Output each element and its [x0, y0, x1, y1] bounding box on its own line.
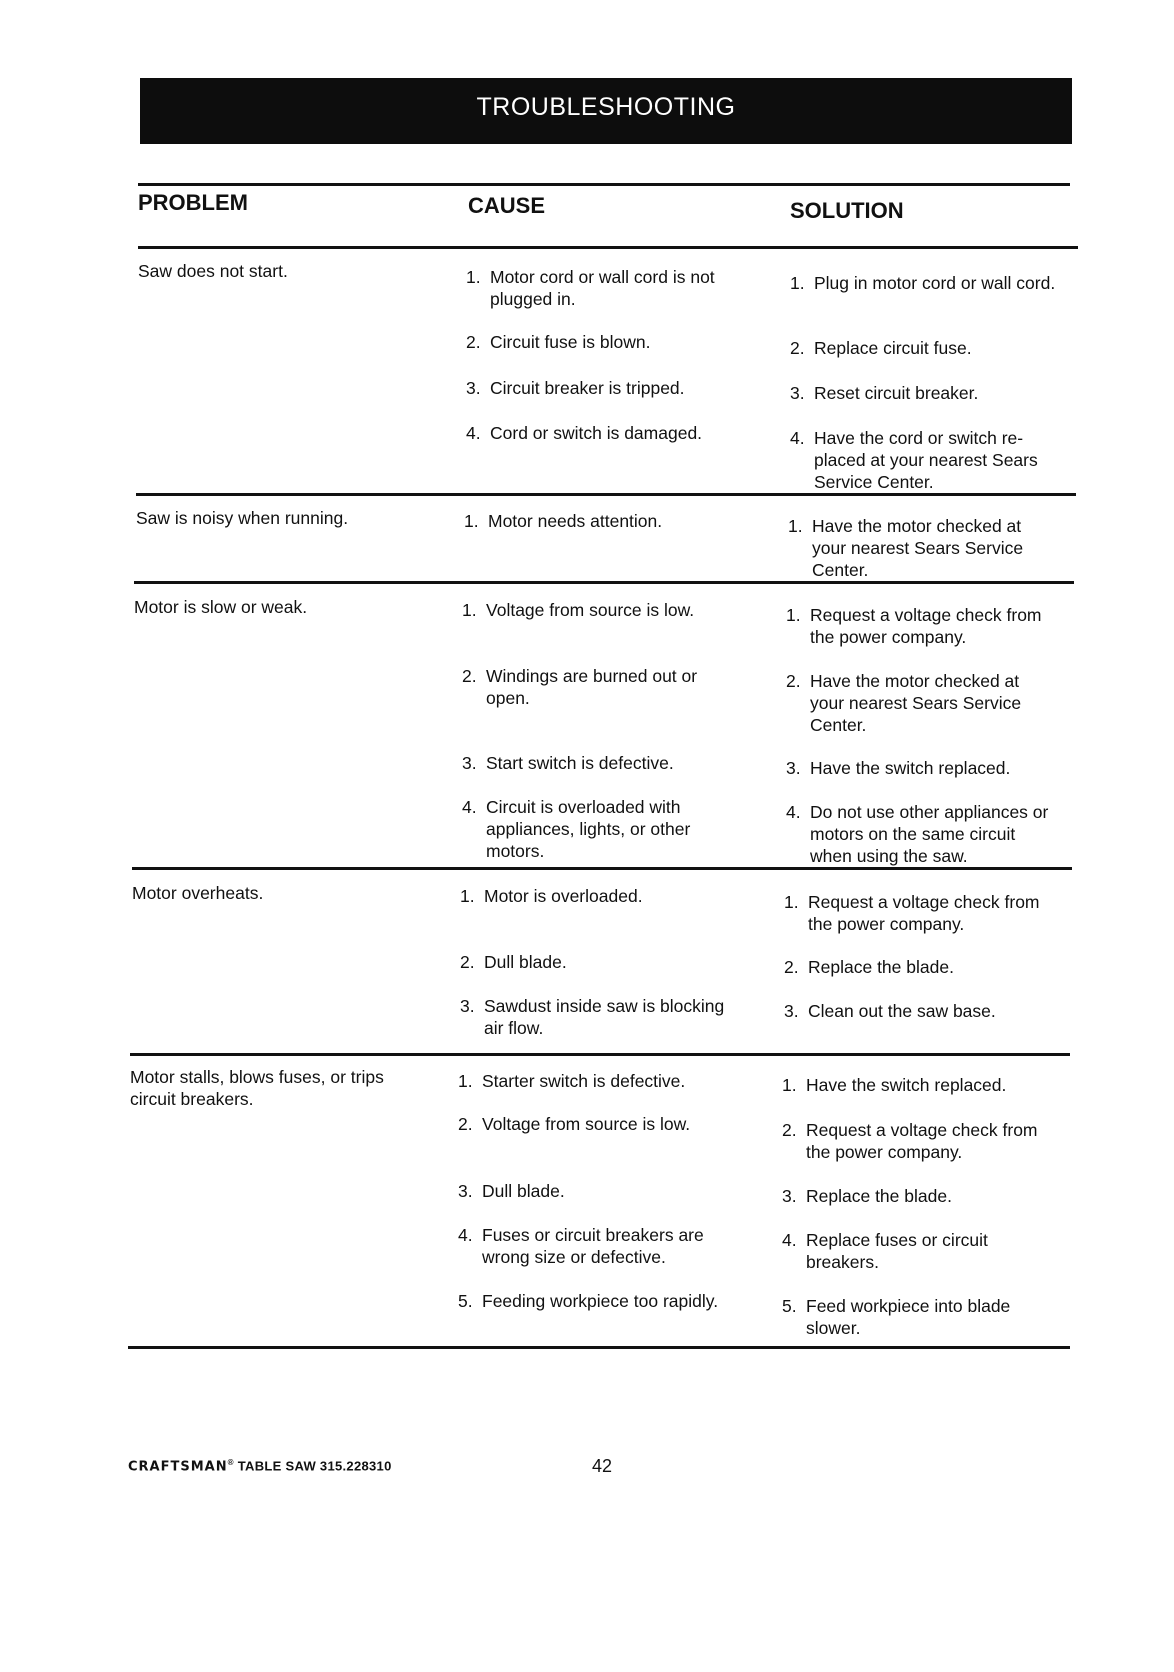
- page-title-banner: [140, 78, 1072, 144]
- cause-item: 1. Motor needs attention.: [464, 511, 663, 531]
- problem-text: Motor overheats.: [132, 883, 264, 903]
- cause-item: 1. Motor cord or wall cord is not plugged in.: [466, 267, 715, 309]
- solution-item: 3. Clean out the saw base.: [784, 1001, 996, 1021]
- solution-item: 1. Request a voltage check from the power company.: [786, 605, 1042, 647]
- problem-text: Motor is slow or weak.: [134, 597, 308, 617]
- solution-item: 1. Have the switch replaced.: [782, 1075, 1007, 1095]
- cause-item: 4. Fuses or circuit breakers are wrong size or defective.: [458, 1225, 704, 1267]
- cause-item: 2. Dull blade.: [460, 952, 567, 972]
- solution-item: 1. Request a voltage check from the power company.: [784, 892, 1040, 934]
- cause-item: 2. Windings are burned out or open.: [462, 666, 698, 708]
- cause-item: 2. Voltage from source is low.: [458, 1114, 691, 1134]
- solution-item: 4. Do not use other appliances or motors on the same circuit when using the saw.: [786, 802, 1049, 866]
- cause-item: 3. Sawdust inside saw is blocking air flow.: [460, 996, 725, 1038]
- solution-item: 2. Have the motor checked at your nearest Sears Service Center.: [786, 671, 1022, 735]
- solution-item: 3. Have the switch replaced.: [786, 758, 1011, 778]
- cause-item: 2. Circuit fuse is blown.: [466, 332, 651, 352]
- solution-item: 5. Feed workpiece into blade slower.: [782, 1296, 1011, 1338]
- solution-item: 4. Have the cord or switch re- placed at your nearest Sears Service Center.: [790, 428, 1038, 492]
- cause-item: 1. Motor is overloaded.: [460, 886, 643, 906]
- header-top-rule: [138, 183, 1070, 186]
- cause-item: 4. Cord or switch is damaged.: [466, 423, 703, 443]
- section-divider: [134, 581, 1074, 584]
- solution-item: 4. Replace fuses or circuit breakers.: [782, 1230, 988, 1272]
- solution-item: 1. Have the motor checked at your nearest Sears Service Center.: [788, 516, 1024, 580]
- cause-item: 5. Feeding workpiece too rapidly.: [458, 1291, 719, 1311]
- page-number: 42: [592, 1456, 613, 1476]
- problem-text: Saw does not start.: [138, 261, 288, 281]
- brand-logo: CRAFTSMAN: [128, 1459, 228, 1475]
- header-bottom-rule: [138, 246, 1078, 249]
- cause-item: 4. Circuit is overloaded with appliances, lights, or other motors.: [462, 797, 691, 861]
- footer-model: CRAFTSMAN® TABLE SAW 315.228310: [128, 1458, 392, 1475]
- problem-text: Motor stalls, blows fuses, or trips circuit breakers.: [130, 1067, 384, 1109]
- cause-item: 1. Voltage from source is low.: [462, 600, 695, 620]
- section-divider: [132, 867, 1072, 870]
- page-title: TROUBLESHOOTING: [476, 93, 736, 121]
- model-text: TABLE SAW 315.228310: [237, 1458, 392, 1474]
- cause-item: 3. Circuit breaker is tripped.: [466, 378, 685, 398]
- cause-item: 3. Dull blade.: [458, 1181, 565, 1201]
- cause-item: 3. Start switch is defective.: [462, 753, 674, 773]
- solution-header: SOLUTION: [790, 198, 904, 223]
- table-bottom-rule: [128, 1346, 1070, 1349]
- problem-text: Saw is noisy when running.: [136, 508, 349, 528]
- section-divider: [136, 493, 1076, 496]
- problem-header: PROBLEM: [138, 190, 248, 215]
- cause-item: 1. Starter switch is defective.: [458, 1071, 686, 1091]
- solution-item: 2. Replace circuit fuse.: [790, 338, 972, 358]
- section-divider: [130, 1053, 1070, 1056]
- cause-header: CAUSE: [468, 193, 546, 218]
- solution-item: 3. Reset circuit breaker.: [790, 383, 979, 403]
- solution-item: 2. Request a voltage check from the power company.: [782, 1120, 1038, 1162]
- solution-item: 1. Plug in motor cord or wall cord.: [790, 273, 1056, 293]
- solution-item: 3. Replace the blade.: [782, 1186, 952, 1206]
- solution-item: 2. Replace the blade.: [784, 957, 954, 977]
